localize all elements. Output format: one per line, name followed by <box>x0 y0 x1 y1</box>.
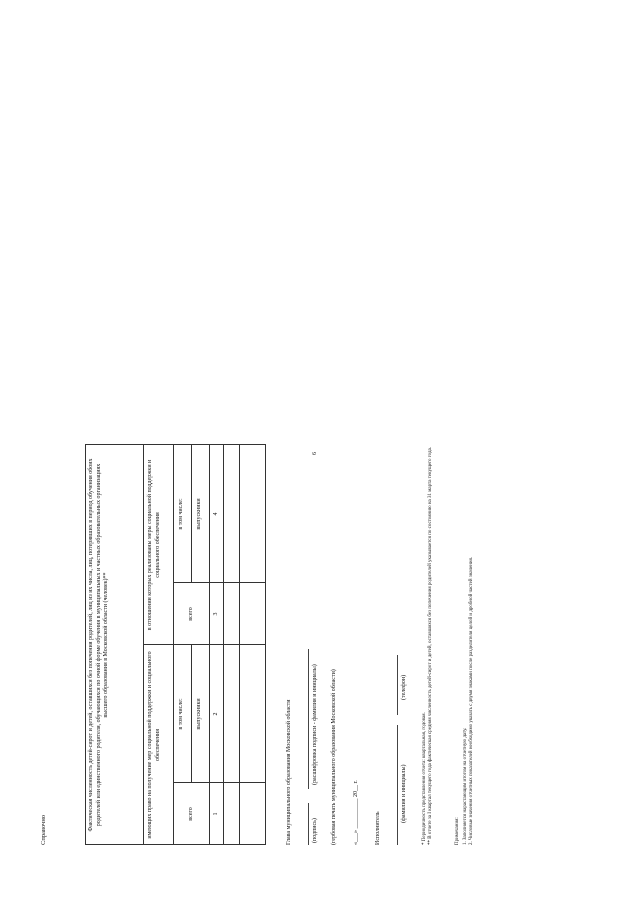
note-1: 1. Заполняется нарастающим итогом на отчетную дату. <box>463 727 468 845</box>
group2-header: в отношении которых реализованы меры социальной поддержки и социального обеспечения <box>147 459 161 631</box>
group1-header: имеющих право на получение мер социальной поддержки и социального обеспечения <box>147 651 161 839</box>
data-table <box>85 445 265 845</box>
col-number-3: 3 <box>213 612 219 616</box>
phone-label: (телефон) <box>401 674 407 700</box>
col-number-1: 1 <box>213 812 219 816</box>
col-graduates-2: выпускники <box>196 498 202 530</box>
col-including-2: в том числе: <box>178 498 184 530</box>
col-number-2: 2 <box>213 712 219 716</box>
table-heading: Фактическая численность детей-сирот и детей, оставшихся без попечения родителей, лиц из их числа, лиц, потерявших в период обучения обоих родителей или единственного родителя, обучающихся по очной форме обучения в муниципальных и частных образовательных организациях высшего образования в Московской области (человек)** <box>88 458 109 832</box>
col-graduates-1: выпускники <box>196 698 202 730</box>
seal-label: (гербовая печать муниципального образования Московской области) <box>331 669 337 845</box>
note-2: 2. Числовые значения отчетных показателей необходимо указать с двумя знаками после разделителя целой и дробной частей значения. <box>469 556 474 845</box>
col-including-1: в том числе: <box>178 698 184 730</box>
decode-label: (расшифровка подписи - фамилия и инициалы) <box>312 664 318 785</box>
sign-label: (подпись) <box>312 818 318 843</box>
document-body <box>40 45 490 845</box>
col-total-1: всего <box>188 807 194 821</box>
executor-name-label: (фамилия и инициалы) <box>401 764 407 823</box>
page-number: 6 <box>312 452 318 455</box>
col-number-4: 4 <box>213 512 219 516</box>
notes-title: Примечания: <box>455 817 460 845</box>
signature-title: Глава муниципального образования Московской области <box>286 699 292 845</box>
col-total-2: всего <box>188 607 194 621</box>
footnote-1: * Периодичность представления отчета: квартальная, годовая. <box>422 712 427 845</box>
executor-label: Исполнитель <box>375 811 381 845</box>
reference-label: Справочно <box>40 814 47 845</box>
footnote-2: ** В отчете за I квартал текущего года фактическая средняя численность детей-сирот и детей, оставшихся без попечения родителей указывается по состоянию на 31 марта текущего года. <box>428 446 433 845</box>
date-line: «___» __________ 20__ г. <box>353 780 359 845</box>
